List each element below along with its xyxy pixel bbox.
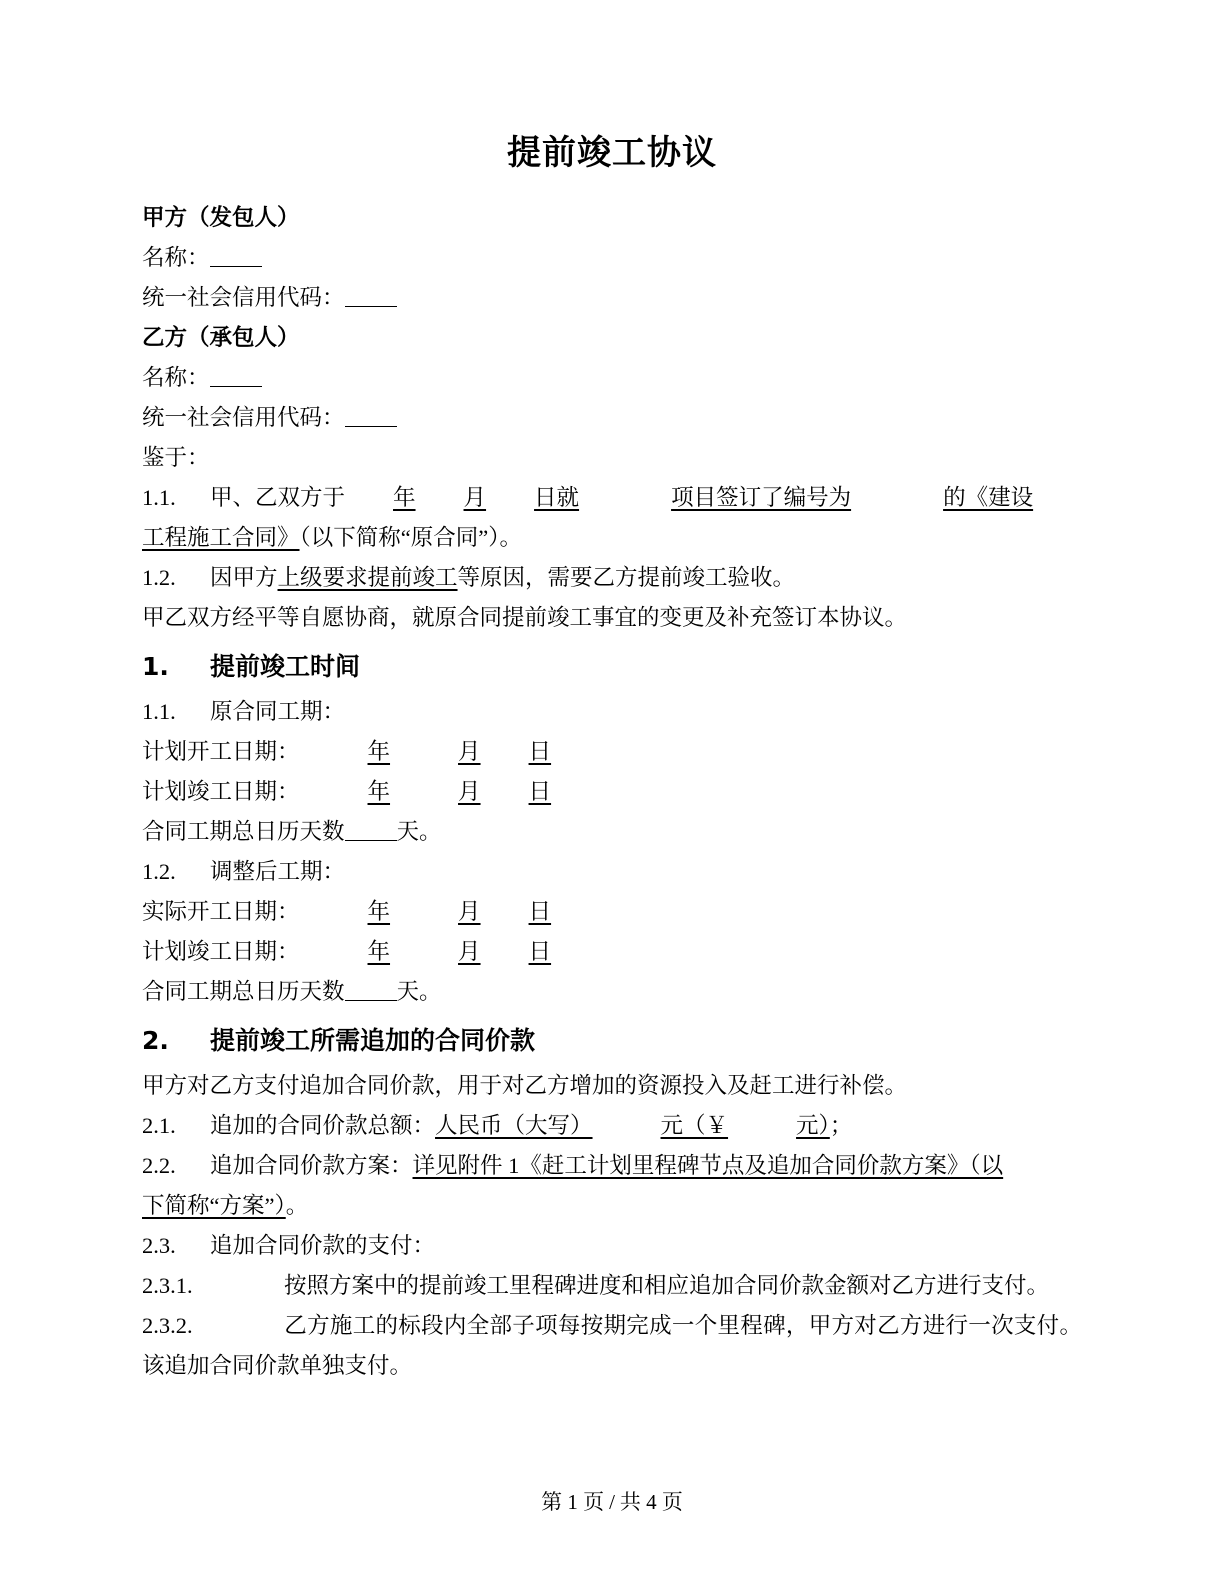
section-2-item-2-3-1 — [142, 1266, 1082, 1306]
party-a-credit-blank[interactable] — [345, 282, 397, 307]
section-1-title: 提前竣工时间 — [210, 652, 361, 681]
section-2-intro: 甲方对乙方支付追加合同价款，用于对乙方增加的资源投入及赶工进行补偿。 — [142, 1073, 908, 1098]
total-days-1-blank[interactable] — [345, 816, 397, 841]
party-a-name-label: 名称： — [142, 245, 210, 270]
item-2-3-text: 追加合同价款的支付： — [210, 1233, 436, 1258]
footer-total-pages: 共 4 页 — [619, 1490, 683, 1514]
item-2-3-number: 2.3. — [142, 1233, 176, 1258]
section-1-number: 1. — [142, 652, 169, 681]
party-a-name-row — [142, 238, 1082, 278]
sub-1-2-text: 调整后工期： — [210, 859, 346, 884]
party-a-name-blank[interactable] — [210, 242, 262, 267]
item-2-3-1-text: 按照方案中的提前竣工里程碑进度和相应追加合同价款金额对乙方进行支付。 — [284, 1273, 1050, 1298]
total-days-2-suffix: 天。 — [396, 979, 442, 1004]
sub-1-1-number: 1.1. — [142, 699, 176, 724]
section-1-heading — [142, 644, 1082, 690]
item-2-2-attachment-ref-line1: 详见附件 1《赶工计划里程碑节点及追加合同价款方案》（以 — [412, 1153, 1004, 1178]
recital-1-2-text-2: 等原因，需要乙方提前竣工验收。 — [457, 565, 796, 590]
planned-start-date-blanks[interactable]: 年 月 日 — [367, 739, 552, 764]
planned-finish-date-row-2 — [142, 932, 1082, 972]
recital-item-1-1 — [142, 478, 1082, 558]
party-b-credit-blank[interactable] — [345, 402, 397, 427]
recital-1-1-contract-name: 工程施工合同》 — [142, 525, 300, 550]
item-2-3-2-number: 2.3.2. — [142, 1313, 193, 1338]
item-2-2-tail: 。 — [285, 1193, 309, 1218]
section-1-sub-1-2 — [142, 852, 1082, 892]
item-2-2-attachment-ref-line2: 下简称“方案”） — [142, 1193, 286, 1218]
section-2-heading — [142, 1018, 1082, 1064]
footer-current-page: 第 1 页 — [541, 1490, 605, 1514]
recitals-intro: 鉴于： — [142, 445, 210, 470]
item-2-1-label: 追加的合同价款总额： — [210, 1113, 436, 1138]
recitals-closing: 甲乙双方经平等自愿协商，就原合同提前竣工事宜的变更及补充签订本协议。 — [142, 605, 908, 630]
item-2-2-number: 2.2. — [142, 1153, 176, 1178]
section-2-number: 2. — [142, 1026, 169, 1055]
planned-finish-date-blanks[interactable]: 年 月 日 — [367, 779, 552, 804]
recital-1-2-text-1: 因甲方 — [210, 565, 278, 590]
item-2-1-tail: ； — [829, 1113, 853, 1138]
item-2-3-2-text: 乙方施工的标段内全部子项每按期完成一个里程碑，甲方对乙方进行一次支付。该追加合同价款单独支付。 — [142, 1313, 1082, 1378]
recital-1-2-reason: 上级要求提前竣工 — [277, 565, 458, 590]
planned-finish-2-label: 计划竣工日期： — [142, 939, 300, 964]
recital-1-2-number: 1.2. — [142, 565, 176, 590]
section-2-item-2-2 — [142, 1146, 1082, 1226]
item-2-1-amount-blanks[interactable]: 人民币（大写） 元（￥ 元） — [435, 1113, 830, 1138]
total-days-2-prefix: 合同工期总日历天数 — [142, 979, 345, 1004]
planned-finish-date-label: 计划竣工日期： — [142, 779, 300, 804]
total-days-1-prefix: 合同工期总日历天数 — [142, 819, 345, 844]
section-2-item-2-3-2 — [142, 1306, 1082, 1386]
party-a-credit-label: 统一社会信用代码： — [142, 285, 345, 310]
total-days-1-suffix: 天。 — [396, 819, 442, 844]
section-2-title: 提前竣工所需追加的合同价款 — [210, 1026, 536, 1055]
total-days-2-blank[interactable] — [345, 976, 397, 1001]
party-b-name-label: 名称： — [142, 365, 210, 390]
actual-start-date-label: 实际开工日期： — [142, 899, 300, 924]
document-body — [142, 130, 1082, 1386]
recital-1-1-number: 1.1. — [142, 485, 176, 510]
recital-1-1-text-1: 甲、乙双方于 — [210, 485, 346, 510]
planned-finish-2-blanks[interactable]: 年 月 日 — [367, 939, 552, 964]
recital-1-1-text-2: （以下简称“原合同”）。 — [299, 525, 522, 550]
page-footer — [0, 1487, 1224, 1517]
section-2-item-2-3 — [142, 1226, 1082, 1266]
sub-1-1-text: 原合同工期： — [210, 699, 346, 724]
planned-start-date-row — [142, 732, 1082, 772]
recital-item-1-2 — [142, 558, 1082, 598]
section-1-sub-1-1 — [142, 692, 1082, 732]
actual-start-date-blanks[interactable]: 年 月 日 — [367, 899, 552, 924]
total-calendar-days-row-2 — [142, 972, 1082, 1012]
party-b-credit-label: 统一社会信用代码： — [142, 405, 345, 430]
item-2-1-number: 2.1. — [142, 1113, 176, 1138]
item-2-2-label: 追加合同价款方案： — [210, 1153, 413, 1178]
party-b-name-blank[interactable] — [210, 362, 262, 387]
total-calendar-days-row-1 — [142, 812, 1082, 852]
recital-1-1-date-blanks[interactable]: 年 月 日就 项目签订了编号为 的《建设 — [393, 485, 1034, 510]
party-a-heading: 甲方（发包人） — [142, 205, 300, 231]
actual-start-date-row — [142, 892, 1082, 932]
item-2-3-1-number: 2.3.1. — [142, 1273, 193, 1298]
party-b-heading: 乙方（承包人） — [142, 325, 300, 351]
section-2-item-2-1 — [142, 1106, 1082, 1146]
planned-finish-date-row — [142, 772, 1082, 812]
sub-1-2-number: 1.2. — [142, 859, 176, 884]
party-b-credit-row — [142, 398, 1082, 438]
party-a-credit-row — [142, 278, 1082, 318]
page-title: 提前竣工协议 — [507, 133, 717, 173]
party-b-name-row — [142, 358, 1082, 398]
planned-start-date-label: 计划开工日期： — [142, 739, 300, 764]
footer-separator: / — [609, 1490, 615, 1514]
